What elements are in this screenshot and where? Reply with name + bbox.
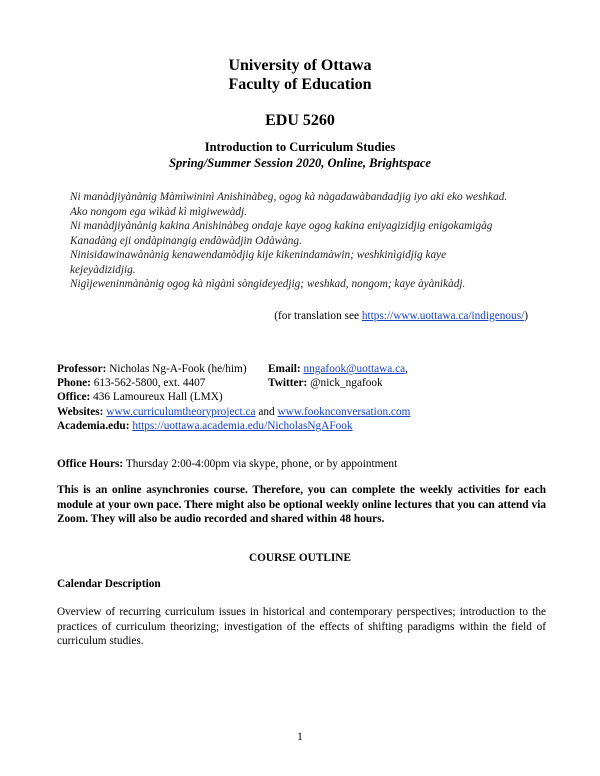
ack-line: Nigìjeweninmànànig ogog kà nìgànì sòngideyedjig; weshkad, nongom; kaye àyànikàdj.: [70, 278, 466, 290]
contact-row-websites: [57, 405, 410, 419]
page-number: 1: [297, 731, 303, 743]
email-label: Email:: [268, 363, 301, 375]
email-cell: [268, 362, 408, 376]
university-name: University of Ottawa: [228, 57, 372, 74]
professor-value: Nicholas Ng-A-Fook (he/him): [109, 363, 247, 375]
ack-line: Ni manàdjiyànànig kakina Anishinàbeg ondaje kaye ogog kakina eniyagizidjig enigokamigàg: [70, 220, 493, 232]
phone-value: 613-562-5800, ext. 4407: [93, 377, 206, 390]
course-outline-heading: COURSE OUTLINE: [248, 552, 351, 564]
contact-row-professor: [57, 362, 410, 376]
office-value: 436 Lamoureux Hall (LMX): [93, 391, 223, 404]
websites-label: Websites:: [57, 405, 104, 418]
contact-block: [57, 362, 410, 433]
office-label: Office:: [57, 391, 91, 404]
professor-label: Professor:: [57, 363, 107, 375]
twitter-label: Twitter:: [268, 377, 308, 390]
ack-line: kejeyàdizidjig.: [70, 263, 136, 276]
office-hours-label: Office Hours:: [57, 458, 124, 470]
websites-and: and: [258, 405, 275, 418]
office-hours-value: Thursday 2:00-4:00pm via skype, phone, or by appointment: [125, 458, 398, 470]
ack-line: Ninisidawinawànànig kenawendamòdjig kije kikenindamàwin; weshkinìgidjig kaye: [70, 249, 447, 261]
ack-line: Kanadàng eji ondàpinangig endàwàdjin Odàwàng.: [70, 234, 302, 247]
translation-link[interactable]: https://www.uottawa.ca/indigenous/: [361, 310, 525, 322]
academia-link[interactable]: https://uottawa.academia.edu/NicholasNgAFook: [132, 419, 353, 432]
ack-line: Ni manàdjiyànànig Màmìwininì Anishinàbeg, ogog kà nàgadawàbandadjig iyo aki eko weshkad.: [70, 191, 508, 203]
contact-row-office: [57, 390, 410, 404]
course-code: EDU 5260: [265, 112, 335, 129]
faculty-name: Faculty of Education: [228, 76, 372, 93]
phone-label: Phone:: [57, 377, 91, 390]
website-link-curriculum[interactable]: www.curriculumtheoryproject.ca: [106, 405, 256, 418]
session-info: Spring/Summer Session 2020, Online, Brightspace: [169, 156, 431, 170]
ack-line: Ako nongom ega wìkàd kì mìgiwewàdj.: [70, 205, 247, 218]
land-acknowledgement: [70, 190, 540, 292]
office-hours: [57, 458, 397, 470]
translation-note: [274, 310, 528, 322]
email-suffix: ,: [405, 363, 408, 375]
contact-row-academia: [57, 419, 410, 433]
website-link-fook[interactable]: www.fooknconversation.com: [277, 405, 411, 418]
calendar-description-text: Overview of recurring curriculum issues in historical and contemporary perspectives; introduction to the practices of curriculum theorizing; investigation of the effects of shifting paradigms within the field of curriculum studies.: [57, 606, 546, 647]
translation-suffix: ): [524, 310, 528, 322]
contact-row-phone: [57, 376, 410, 390]
course-title: Introduction to Curriculum Studies: [204, 140, 396, 154]
translation-prefix: (for translation see: [274, 310, 362, 322]
title-block: [0, 56, 600, 94]
email-link[interactable]: nngafook@uottawa.ca: [303, 363, 406, 375]
academia-label: Academia.edu:: [57, 419, 130, 432]
calendar-description-heading: Calendar Description: [57, 578, 161, 590]
twitter-cell: [268, 376, 383, 390]
twitter-value: @nick_ngafook: [310, 377, 383, 390]
online-course-notice: This is an online asynchronies course. Therefore, you can complete the weekly activities for each module at your own pace. There might also be optional weekly online lectures that you can attend via Zoom. They will also be audio recorded and shared within 48 hours.: [57, 484, 546, 525]
